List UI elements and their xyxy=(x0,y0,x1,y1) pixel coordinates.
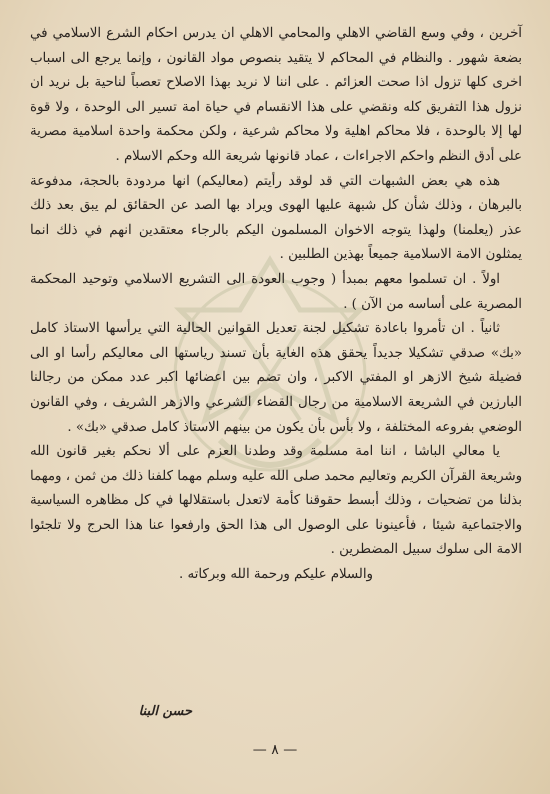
paragraph-objections: هذه هي بعض الشبهات التي قد لوقد رأيتم (معاليكم) انها مردودة بالحجة، مدفوعة بالبرهان ، وذلك شأن كل شبهة عليها الهوى ويراد بها الصد عن الحقائق لم يبق بعد ذلك عذر (يعلمنا) ولهذا يتوجه الاخوان المسلمون اليكم بالرجاء معتقدين انهم في ذلك انما يمثلون الامة الاسلامية جميعاً بهذين الطلبين . xyxy=(30,173,522,263)
paragraph-appeal: يا معالي الباشا ، اننا امة مسلمة وقد وطدنا العزم على ألا نحكم بغير قانون الله وشريعة القرآن الكريم وتعاليم محمد صلى الله عليه وسلم مهما كلفنا ذلك من ثمن ، ومهما بذلنا من تضحيات ، وذلك أبسط حقوقنا كأمة لاتعدل باستقلالها في كل مظاهره السياسية والاجتماعية شيئا ، فأعينونا على الوصول الى هذا الحق وارفعوا عنا هذا الحرج ولا تلجئوا الامة الى سلوك سبيل المضطرين . xyxy=(30,444,522,558)
paragraph-closing: والسلام عليكم ورحمة الله وبركاته . xyxy=(179,567,373,583)
paragraph-second-request: ثانياً . ان تأمروا باعادة تشكيل لجنة تعديل القوانين الحالية التي يرأسها الاستاذ كامل «بك» صدقي تشكيلا جديداً يحقق هذه الغاية بأن تسند رياستها الى معاليكم رأسا او الى فضيلة شيخ الازهر او المفتي الاكبر ، وان تضم بين اعضائها اكبر عدد ممكن من رجالنا البارزين في الشريعة الاسلامية من رجال القضاء الشرعي والازهر الشريف ، وفي القانون الوضعي بفروعه المختلفة ، ولا بأس بأن يكون من بينهم الاستاذ كامل صدقي «بك» . xyxy=(30,321,522,435)
paragraph-first-request: اولاً . ان تسلموا معهم بمبدأ ( وجوب العودة الى التشريع الاسلامي وتوحيد المحكمة المصرية على أساسه من الآن ) . xyxy=(30,271,522,312)
letter-body xyxy=(30,22,522,588)
page-number: — ٨ — xyxy=(252,742,298,758)
signature: حسن البنا xyxy=(138,704,192,719)
paragraph-intro: آخرين ، وفي وسع القاضي الاهلي والمحامي الاهلي ان يدرس احكام الشرع الاسلامي في بضعة شهور . والنظام في المحاكم لا يتقيد بنصوص مواد القانون ، وإنما يرجع الى اسباب اخرى كلها تزول اذا صحت العزائم . على اننا لا نريد بهذا الاصلاح تعصباً لناحية بل نريد ان نزول هذا التفريق كله ونقضي على هذا الانقسام في حياة امة تسير الى الوحدة ، ولا قوة لها إلا بالوحدة ، فلا محاكم اهلية ولا محاكم شرعية ، ولكن محكمة واحدة اسلامية مصرية على أدق النظم واحكم الاجراءات ، عماد قانونها شريعة الله وحكم الاسلام . xyxy=(30,26,522,164)
